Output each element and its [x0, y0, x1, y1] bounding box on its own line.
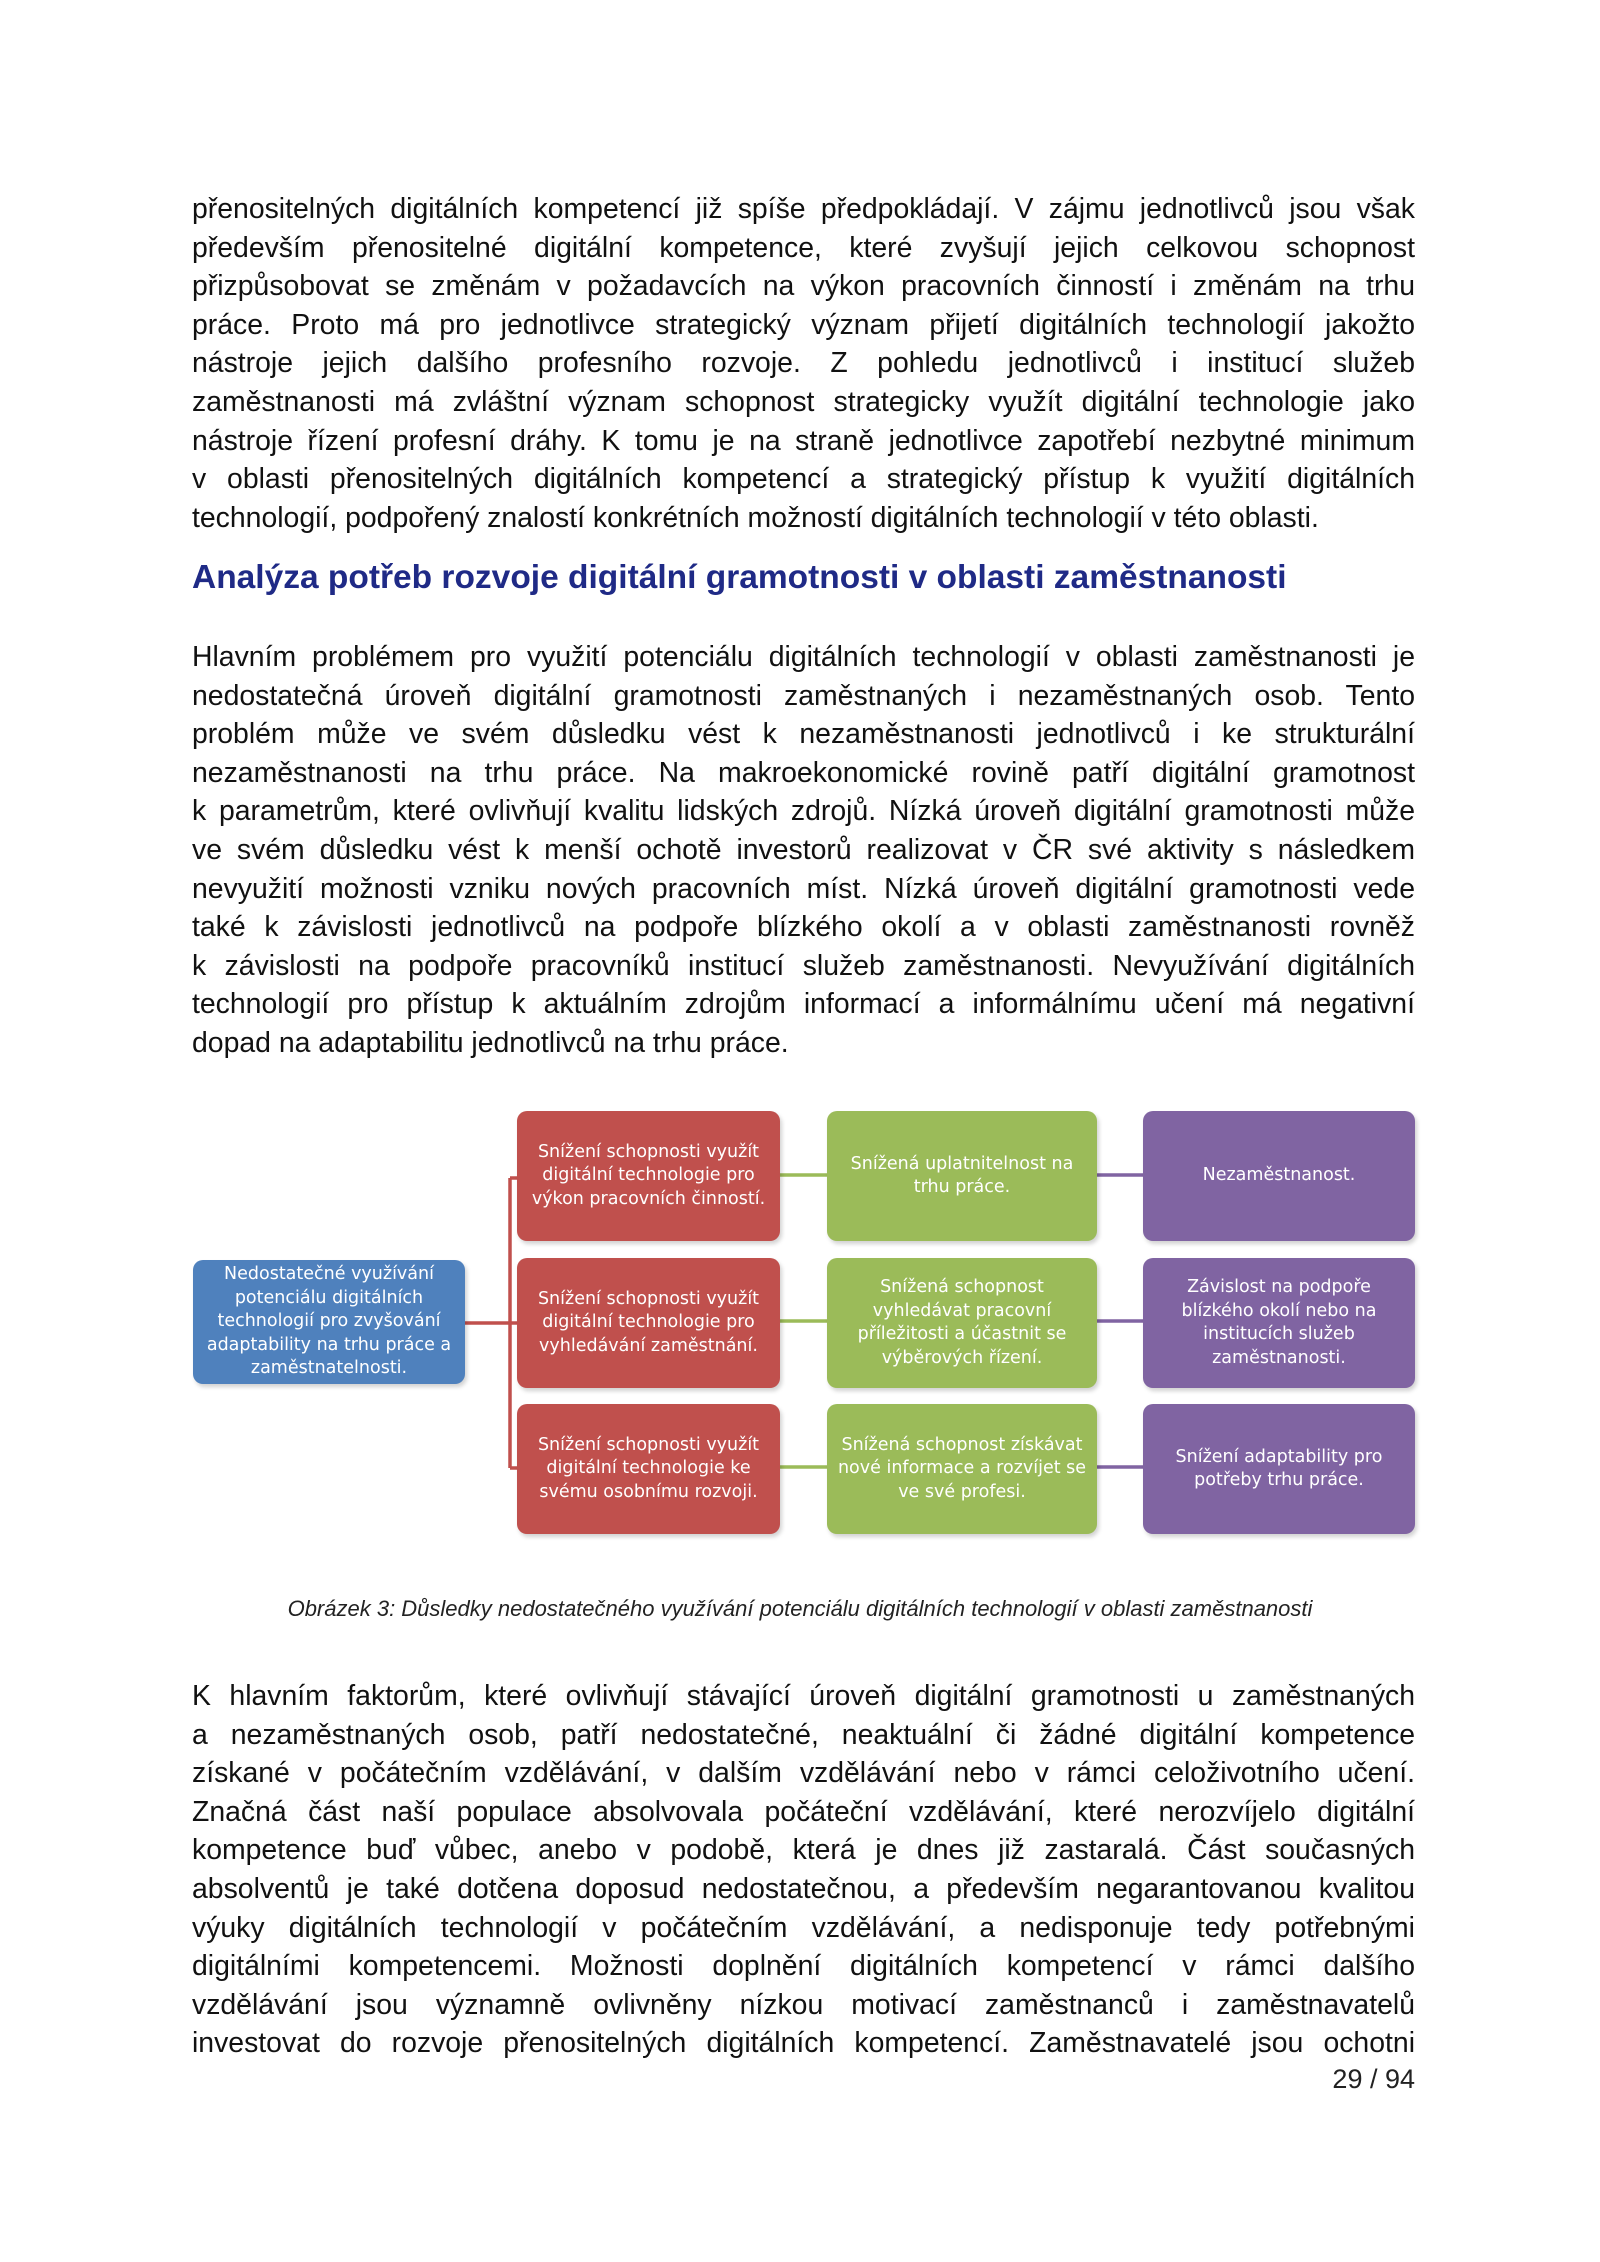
- text-line: investovat do rozvoje přenositelných digitálních kompetencí. Zaměstnavatelé jsou ochotni: [192, 2027, 1415, 2060]
- text-line: technologií pro přístup k aktuálním zdrojům informací a informálnímu učení má negativní: [192, 988, 1415, 1021]
- paragraph-analysis: [192, 638, 1415, 1063]
- consequences-diagram: [190, 1108, 1420, 1538]
- text-line: K hlavním faktorům, které ovlivňují stávající úroveň digitální gramotnosti u zaměstnaných: [192, 1680, 1415, 1712]
- text-line: a nezaměstnaných osob, patří nedostatečné, neaktuální či žádné digitální kompetence: [192, 1718, 1415, 1751]
- text-line: Hlavním problémem pro využití potenciálu digitálních technologií v oblasti zaměstnanosti je: [192, 641, 1415, 673]
- purple-box-2: Závislost na podpoře blízkého okolí nebo na institucích služeb zaměstnanosti.: [1143, 1258, 1415, 1388]
- page-number: 29 / 94: [1332, 2064, 1415, 2094]
- text-line: Značná část naší populace absolvovala počáteční vzdělávání, které nerozvíjelo digitální: [192, 1795, 1415, 1828]
- text-line: především přenositelné digitální kompetence, které zvyšují jejich celkovou schopnost: [192, 231, 1415, 264]
- red-box-2: Snížení schopnosti využít digitální technologie pro vyhledávání zaměstnání.: [517, 1258, 780, 1388]
- red-box-3: Snížení schopnosti využít digitální technologie ke svému osobnímu rozvoji.: [517, 1404, 780, 1534]
- paragraph-intro: [192, 190, 1415, 537]
- text-line: zaměstnanosti má zvláštní význam schopnost strategicky využít digitální technologie jako: [192, 385, 1415, 418]
- text-line: kompetence buď vůbec, anebo v podobě, která je dnes již zastaralá. Část současných: [192, 1834, 1415, 1867]
- text-line: technologií, podpořený znalostí konkrétních možností digitálních technologií v této oblasti.: [192, 501, 1319, 534]
- figure-caption: Obrázek 3: Důsledky nedostatečného využívání potenciálu digitálních technologií v oblasti zaměstnanosti: [287, 1596, 1313, 1621]
- section-heading: Analýza potřeb rozvoje digitální gramotnosti v oblasti zaměstnanosti: [192, 559, 1287, 596]
- text-line: nástroje řízení profesní dráhy. K tomu je na straně jednotlivce zapotřebí nezbytné minimum: [192, 424, 1415, 457]
- text-line: výuky digitálních technologií v počátečním vzdělávání, a nedisponuje tedy potřebnými: [192, 1911, 1415, 1944]
- text-line: přenositelných digitálních kompetencí již spíše předpokládají. V zájmu jednotlivců jsou však: [192, 193, 1415, 225]
- green-box-2: Snížená schopnost vyhledávat pracovní příležitosti a účastnit se výběrových řízení.: [827, 1258, 1097, 1388]
- text-line: nedostatečná úroveň digitální gramotnosti zaměstnaných i nezaměstnaných osob. Tento: [192, 679, 1415, 712]
- text-line: k závislosti na podpoře pracovníků institucí služeb zaměstnanosti. Nevyužívání digitálních: [192, 949, 1415, 982]
- text-line: vzdělávání jsou významně ovlivněny nízkou motivací zaměstnanců i zaměstnavatelů: [192, 1988, 1415, 2021]
- purple-box-3: Snížení adaptability pro potřeby trhu práce.: [1143, 1404, 1415, 1534]
- text-line: dopad na adaptabilitu jednotlivců na trhu práce.: [192, 1026, 789, 1059]
- text-line: digitálními kompetencemi. Možnosti doplnění digitálních kompetencí v rámci dalšího: [192, 1950, 1415, 1983]
- green-box-3: Snížená schopnost získávat nové informace a rozvíjet se ve své profesi.: [827, 1404, 1097, 1534]
- text-line: problém může ve svém důsledku vést k nezaměstnanosti jednotlivců i ke strukturální: [192, 718, 1415, 751]
- text-line: také k závislosti jednotlivců na podpoře blízkého okolí a v oblasti zaměstnanosti rovněž: [192, 911, 1415, 944]
- text-line: práce. Proto má pro jednotlivce strategický význam přijetí digitálních technologií jakožto: [192, 308, 1415, 341]
- purple-box-1: Nezaměstnanost.: [1143, 1111, 1415, 1241]
- red-box-1: Snížení schopnosti využít digitální technologie pro výkon pracovních činností.: [517, 1111, 780, 1241]
- root-cause-box: Nedostatečné využívání potenciálu digitálních technologií pro zvyšování adaptability na trhu práce a zaměstnatelnosti.: [193, 1260, 465, 1384]
- text-line: nástroje jejich dalšího profesního rozvoje. Z pohledu jednotlivců i institucí služeb: [192, 347, 1415, 380]
- paragraph-factors: [192, 1677, 1415, 2063]
- text-line: ve svém důsledku vést k menší ochotě investorů realizovat v ČR své aktivity s následkem: [192, 833, 1415, 866]
- text-line: přizpůsobovat se změnám v požadavcích na výkon pracovních činností i změnám na trhu: [192, 270, 1415, 303]
- text-line: nezaměstnanosti na trhu práce. Na makroekonomické rovině patří digitální gramotnost: [192, 756, 1415, 789]
- text-line: získané v počátečním vzdělávání, v dalším vzdělávání nebo v rámci celoživotního učení.: [192, 1757, 1415, 1790]
- text-line: nevyužití možnosti vzniku nových pracovních míst. Nízká úroveň digitální gramotnosti vede: [192, 872, 1415, 905]
- text-line: absolventů je také dotčena doposud nedostatečnou, a především negarantovanou kvalitou: [192, 1872, 1415, 1905]
- green-box-1: Snížená uplatnitelnost na trhu práce.: [827, 1111, 1097, 1241]
- text-line: k parametrům, které ovlivňují kvalitu lidských zdrojů. Nízká úroveň digitální gramotnosti může: [192, 795, 1415, 828]
- text-line: v oblasti přenositelných digitálních kompetencí a strategický přístup k využití digitálních: [192, 463, 1415, 496]
